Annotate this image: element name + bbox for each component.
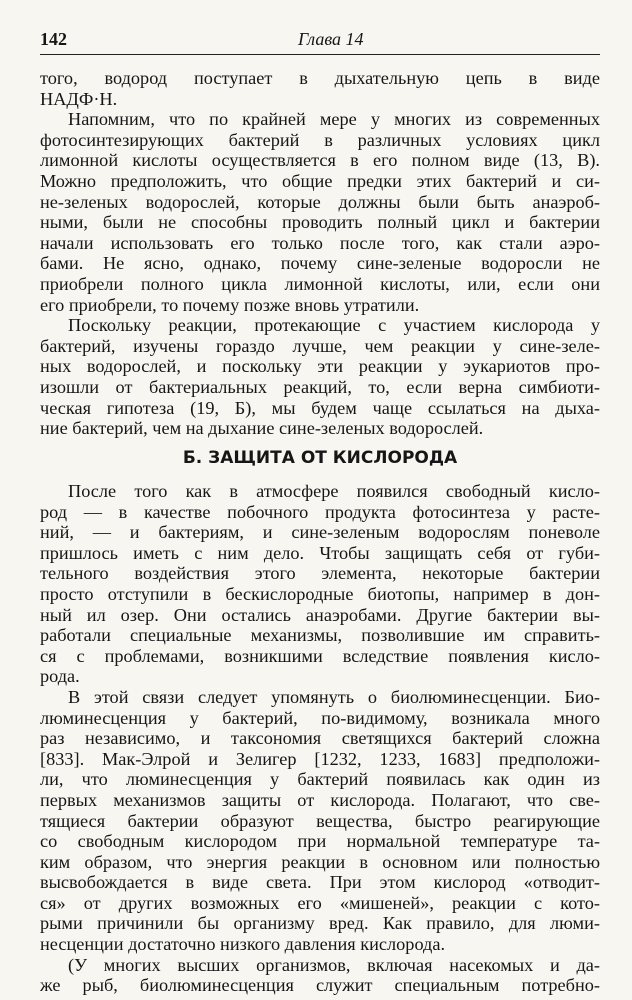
text-line: пришлось иметь с ним дело. Чтобы защищать себя от губи-: [40, 542, 600, 563]
text-line: рыми причинили бы организму вред. Как правило, для люми-: [40, 913, 600, 934]
text-line: не-зеленых водорослей, которые должны были быть анаэроб-: [40, 191, 600, 212]
text-line: ных водорослей, и поскольку эти реакции у эукариотов про-: [40, 356, 600, 377]
section-a-text: [40, 68, 600, 439]
text-line: лимонной кислоты осуществляется в его полном виде (13, В).: [40, 150, 600, 171]
text-line: ся» от других возможных его «мишеней», реакции с кото-: [40, 892, 600, 913]
text-line: несценции достаточно низкого давления кислорода.: [40, 934, 446, 955]
text-line: первых механизмов защиты от кислорода. Полагают, что све-: [40, 789, 600, 810]
text-line: рода.: [40, 666, 80, 687]
text-line: ся с проблемами, возникшими вследствие появления кисло-: [40, 645, 600, 666]
text-line: тельного воздействия этого элемента, некоторые бактерии: [40, 563, 600, 584]
text-line: приобрели полного цикла лимонной кислоты, или, если они: [40, 273, 600, 294]
text-line: ли, что люминесценция у бактерий появилась как один из: [40, 769, 600, 790]
text-line: со свободным кислородом при нормальной температуре та-: [40, 831, 600, 852]
text-line: (У многих высших организмов, включая насекомых и да-: [68, 954, 600, 975]
text-line: ный ил озер. Они остались анаэробами. Другие бактерии вы-: [40, 604, 600, 625]
page-header: [40, 29, 600, 51]
text-line: род — в качестве побочного продукта фотосинтеза у расте-: [40, 501, 600, 522]
text-line: того, водород поступает в дыхательную цепь в виде: [40, 68, 600, 88]
text-line: Можно предположить, что общие предки этих бактерий и си-: [40, 170, 600, 191]
text-line: работали специальные механизмы, позволившие им справить-: [40, 625, 600, 646]
text-line: Поскольку реакции, протекающие с участием кислорода у: [68, 315, 600, 336]
text-line: Напомним, что по крайней мере у многих из современных: [68, 109, 600, 130]
section-heading: Б. ЗАЩИТА ОТ КИСЛОРОДА: [182, 448, 458, 468]
text-line: изошли от бактериальных реакций, то, если верна симбиоти-: [40, 376, 600, 397]
text-line: начали использовать его только после того, как стали аэро-: [40, 232, 600, 253]
text-line: бактерий, изучены гораздо лучше, чем реакции у сине-зеле-: [40, 335, 600, 356]
text-line: ческая гипотеза (19, Б), мы будем чаще ссылаться на дыха-: [40, 397, 600, 418]
text-line: просто отступили в бескислородные биотопы, например в дон-: [40, 583, 600, 604]
text-line: После того как в атмосфере появился свободный кисло-: [68, 481, 600, 501]
text-line: В этой связи следует упомянуть о биолюминесценции. Био-: [68, 686, 600, 707]
header-rule: [40, 54, 600, 55]
text-line: его приобрели, то почему позже вновь утратили.: [40, 294, 420, 315]
page-number: 142: [40, 29, 67, 49]
text-line: высвобождается в виде света. При этом кислород «отводит-: [40, 872, 600, 893]
text-line: тящиеся бактерии образуют вещества, быстро реагирующие: [40, 810, 600, 831]
text-line: НАДФ·Н.: [40, 88, 118, 109]
text-line: же рыб, биолюминесценция служит специальным потребно-: [40, 975, 600, 996]
text-line: ными, были не способны проводить полный цикл и бактерии: [40, 212, 600, 233]
text-line: раз независимо, и таксономия светящихся бактерий сложна: [40, 728, 600, 749]
text-line: бами. Не ясно, однако, почему сине-зеленые водоросли не: [40, 253, 600, 274]
text-line: ние бактерий, чем на дыхание сине-зеленых водорослей.: [40, 418, 484, 439]
running-title: Глава 14: [298, 29, 364, 49]
text-line: [833]. Мак-Элрой и Зелигер [1232, 1233, 1683] предположи-: [40, 748, 600, 769]
text-line: ким образом, что энергия реакции в основном или полностью: [40, 851, 600, 872]
section-b-text: [40, 481, 600, 996]
text-line: фотосинтезирующих бактерий в различных условиях цикл: [40, 129, 600, 150]
text-line: ний, — и бактериям, и сине-зеленым водорослям поневоле: [40, 522, 600, 543]
text-line: люминесценция у бактерий, по-видимому, возникала много: [40, 707, 600, 728]
